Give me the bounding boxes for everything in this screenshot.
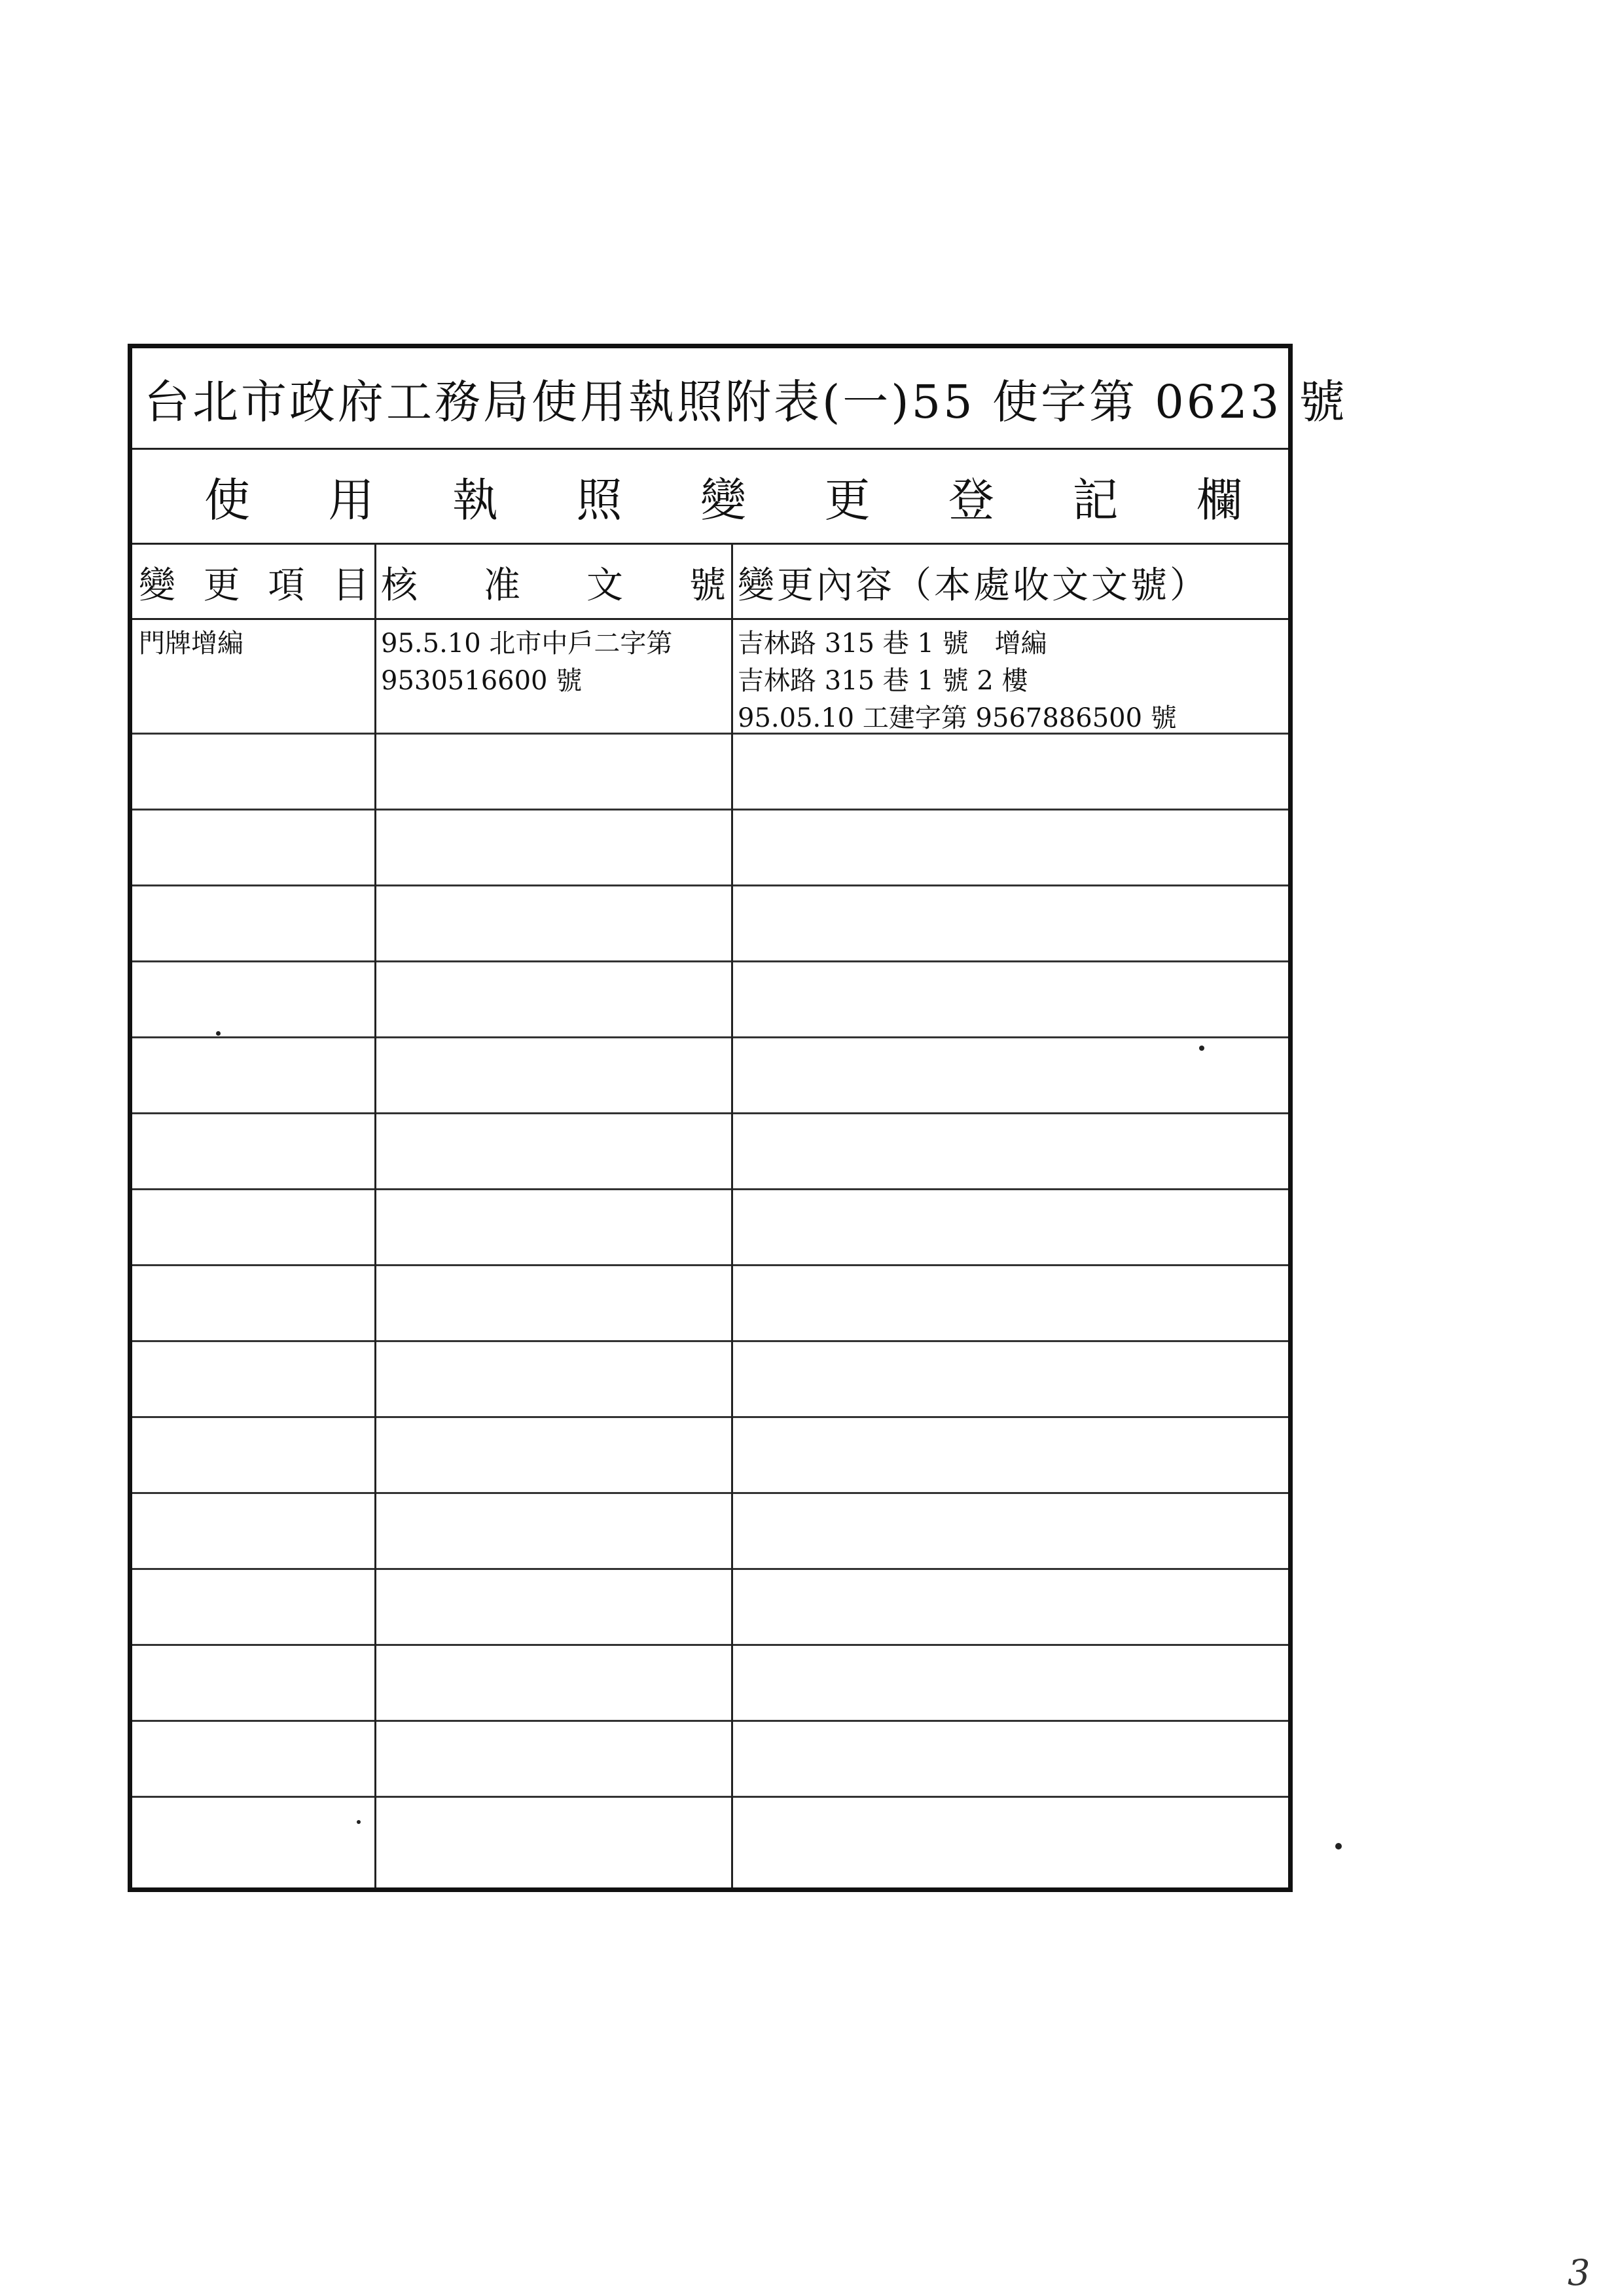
change-register-table xyxy=(132,545,1288,1887)
change-item-cell: 門牌增編 xyxy=(139,629,243,659)
approval-line: 9530516600 號 xyxy=(381,666,583,696)
header-char: 號 xyxy=(689,564,726,607)
column-divider xyxy=(731,545,733,1887)
scan-speck xyxy=(357,1820,361,1824)
column-divider xyxy=(374,545,376,1887)
approval-line: 95.5.10 北市中戶二字第 xyxy=(381,629,673,659)
subtitle-char: 記 xyxy=(1072,473,1119,527)
table-row-empty xyxy=(132,1494,1288,1570)
header-approval-number xyxy=(381,545,731,620)
content-line: 吉林路 315 巷 1 號 增編 xyxy=(738,629,1047,659)
table-row-empty xyxy=(132,1266,1288,1342)
scan-speck xyxy=(1199,1046,1204,1051)
subtitle-char: 用 xyxy=(328,473,374,527)
table-row-empty xyxy=(132,1722,1288,1798)
scan-speck xyxy=(1335,1843,1342,1850)
header-char: 目 xyxy=(332,564,369,607)
approval-number-cell xyxy=(381,625,672,700)
table-row-empty xyxy=(132,1570,1288,1646)
content-line: 吉林路 315 巷 1 號 2 樓 xyxy=(738,666,1028,696)
form-subtitle-row xyxy=(132,450,1288,545)
table-row-empty xyxy=(132,735,1288,811)
header-char: 項 xyxy=(268,564,305,607)
table-row-empty xyxy=(132,886,1288,962)
header-char: 變 xyxy=(139,564,175,607)
header-char: 核 xyxy=(381,564,418,607)
table-header-row xyxy=(132,545,1288,620)
header-char: 准 xyxy=(484,564,520,607)
subtitle-char: 登 xyxy=(948,473,994,527)
table-row xyxy=(132,620,1288,735)
content-line: 95.05.10 工建字第 9567886500 號 xyxy=(738,703,1177,733)
scan-speck xyxy=(216,1031,221,1036)
header-change-content-label: 變更內容（本處收文文號） xyxy=(738,564,1209,607)
subtitle-char: 更 xyxy=(824,473,871,527)
header-change-item xyxy=(139,545,374,620)
form-title: 台北市政府工務局使用執照附表(一)55 使字第 0623 號 xyxy=(144,374,1348,429)
table-row-empty xyxy=(132,1798,1288,1874)
table-row-empty xyxy=(132,1114,1288,1190)
subtitle-char: 執 xyxy=(452,473,498,527)
usage-license-change-form xyxy=(128,344,1348,1892)
subtitle-char: 使 xyxy=(204,473,250,527)
table-row-empty xyxy=(132,1038,1288,1114)
table-row-empty xyxy=(132,1342,1288,1418)
change-content-cell xyxy=(738,625,1177,737)
subtitle-char: 變 xyxy=(700,473,746,527)
header-char: 更 xyxy=(203,564,240,607)
table-row-empty xyxy=(132,1418,1288,1494)
header-change-content xyxy=(738,545,1287,620)
header-char: 文 xyxy=(586,564,623,607)
table-row-empty xyxy=(132,962,1288,1038)
table-row-empty xyxy=(132,1646,1288,1722)
form-title-row xyxy=(132,348,1348,450)
table-row-empty xyxy=(132,1190,1288,1266)
table-row-empty xyxy=(132,811,1288,886)
subtitle-char: 照 xyxy=(576,473,622,527)
subtitle-char: 欄 xyxy=(1196,473,1242,527)
page-number: 3 xyxy=(1568,2252,1591,2293)
